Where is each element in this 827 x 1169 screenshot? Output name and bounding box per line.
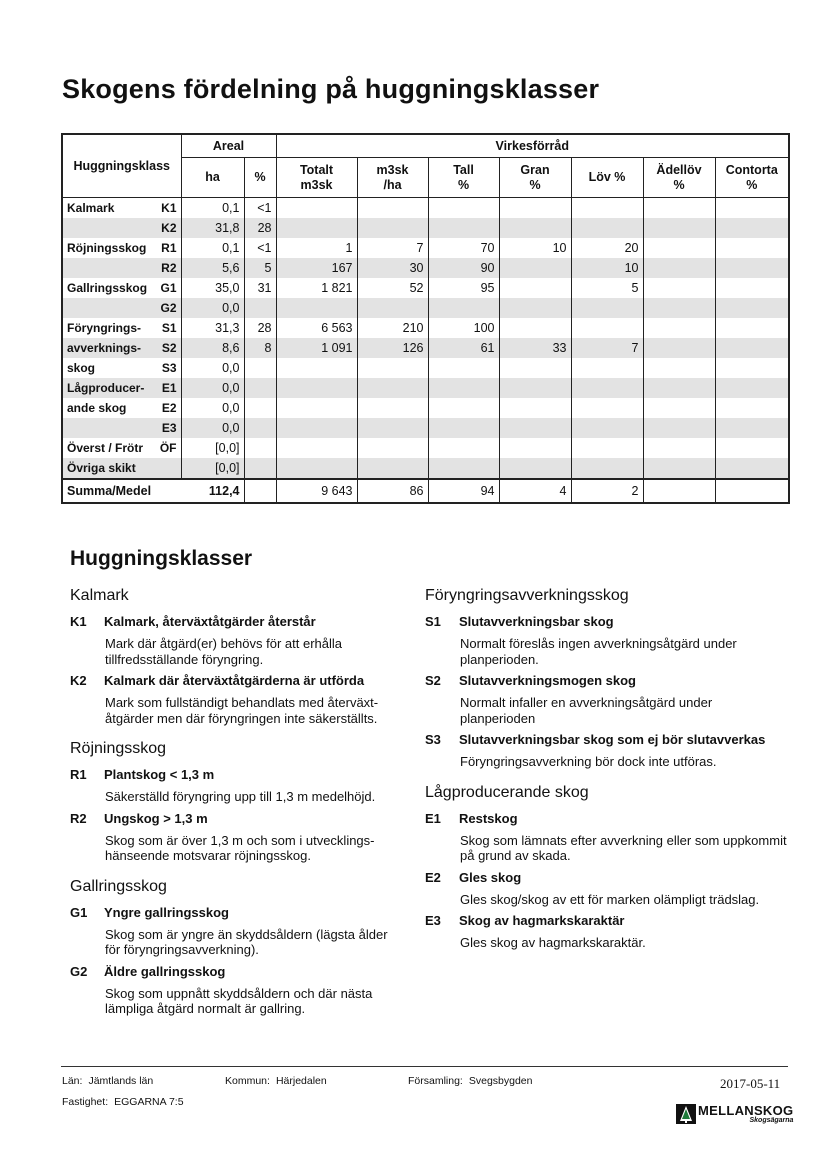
cell-lov — [571, 358, 643, 378]
class-group-title: Lågproducerande skog — [425, 783, 589, 801]
summary-tall: 94 — [428, 479, 499, 503]
cell-m3ha — [357, 398, 428, 418]
cell-pct: <1 — [244, 238, 276, 258]
table-row — [62, 418, 789, 438]
class-description: Mark som fullständigt behandlats med återväxt-åtgärder men där föryngringen inte säkerställts. — [105, 695, 379, 726]
row-class-cell — [62, 298, 181, 318]
cell-lov — [571, 198, 643, 219]
cell-gran — [499, 198, 571, 219]
header-contorta: Contorta % — [715, 158, 789, 198]
cell-tall — [428, 358, 499, 378]
cell-pct — [244, 458, 276, 479]
cell-tall: 95 — [428, 278, 499, 298]
cell-totalt — [276, 358, 357, 378]
cell-tall — [428, 378, 499, 398]
row-class-code: S1 — [161, 321, 177, 335]
classes-left-column — [70, 587, 400, 1031]
class-item-heading — [70, 964, 400, 979]
cell-pct — [244, 298, 276, 318]
table-row — [62, 318, 789, 338]
cell-contorta — [715, 378, 789, 398]
class-group-title: Gallringsskog — [70, 877, 167, 895]
cell-m3ha — [357, 298, 428, 318]
cell-tall: 70 — [428, 238, 499, 258]
cell-contorta — [715, 338, 789, 358]
cell-m3ha: 30 — [357, 258, 428, 278]
cell-totalt — [276, 218, 357, 238]
row-class-label: Röjningsskog — [67, 241, 147, 255]
cell-tall — [428, 438, 499, 458]
summary-pct — [244, 479, 276, 503]
class-code: R1 — [70, 767, 87, 782]
class-code: S2 — [425, 673, 441, 688]
class-code: G2 — [70, 963, 88, 979]
cell-tall — [428, 398, 499, 418]
header-lov: Löv % — [571, 158, 643, 198]
summary-contorta — [715, 479, 789, 503]
cell-lov — [571, 318, 643, 338]
class-item-heading — [425, 913, 790, 928]
mellanskog-logo — [676, 1104, 793, 1124]
class-name: Slutavverkningsmogen skog — [459, 673, 636, 688]
row-class-label: skog — [67, 361, 96, 375]
cell-m3ha: 52 — [357, 278, 428, 298]
cell-totalt — [276, 438, 357, 458]
cell-lov: 7 — [571, 338, 643, 358]
cell-adellov — [643, 398, 715, 418]
header-areal: Areal — [181, 134, 276, 158]
table-row — [62, 438, 789, 458]
class-group — [70, 878, 400, 1017]
cell-tall — [428, 218, 499, 238]
cell-pct — [244, 438, 276, 458]
cell-totalt: 6 563 — [276, 318, 357, 338]
class-name: Kalmark, återväxtåtgärder återstår — [104, 614, 316, 629]
row-class-cell — [62, 318, 181, 338]
class-name: Kalmark där återväxtåtgärderna är utförda — [104, 673, 365, 688]
class-description: Mark där åtgärd(er) behövs för att erhålla tillfredsställande föryngring. — [105, 636, 342, 667]
class-code: K2 — [70, 673, 87, 688]
class-item-heading — [70, 673, 400, 688]
class-description: Skog som uppnått skyddsåldern och där nästa lämpliga åtgärd normalt är gallring. — [105, 985, 373, 1016]
row-class-label: Gallringsskog — [67, 281, 148, 295]
class-group — [425, 784, 790, 951]
class-description: Normalt infaller en avverkningsåtgärd under planperioden — [460, 695, 713, 726]
class-item-heading — [425, 732, 790, 747]
cell-contorta — [715, 278, 789, 298]
cell-totalt — [276, 418, 357, 438]
class-name: Slutavverkningsbar skog som ej bör slutavverkas — [459, 732, 766, 747]
section-heading: Huggningsklasser — [70, 547, 253, 570]
footer-forsamling: Församling: Svegsbygden — [408, 1075, 533, 1087]
class-name: Slutavverkningsbar skog — [459, 614, 614, 629]
class-code: G1 — [70, 904, 88, 920]
cell-tall — [428, 418, 499, 438]
row-class-code: G1 — [160, 281, 177, 295]
cell-m3ha: 126 — [357, 338, 428, 358]
row-class-label: ande skog — [67, 401, 127, 415]
tree-logo-icon — [676, 1104, 696, 1124]
summary-gran: 4 — [499, 479, 571, 503]
table-row — [62, 238, 789, 258]
row-class-cell — [62, 378, 181, 398]
distribution-table — [61, 133, 790, 504]
class-description: Föryngringsavverkning bör dock inte utföras. — [460, 754, 717, 769]
row-class-code: ÖF — [159, 441, 177, 455]
cell-adellov — [643, 238, 715, 258]
cell-m3ha — [357, 378, 428, 398]
row-class-cell — [62, 358, 181, 378]
row-class-code: E3 — [161, 421, 177, 435]
class-item-heading — [70, 811, 400, 826]
class-name: Restskog — [459, 810, 518, 826]
class-code: E1 — [425, 810, 441, 826]
cell-adellov — [643, 378, 715, 398]
cell-ha: [0,0] — [181, 458, 244, 479]
cell-m3ha — [357, 358, 428, 378]
class-group — [70, 587, 400, 726]
cell-lov: 5 — [571, 278, 643, 298]
class-item — [425, 732, 790, 770]
table-row — [62, 278, 789, 298]
row-class-label: Övriga skikt — [67, 461, 136, 475]
class-group — [425, 587, 790, 770]
cell-totalt: 1 091 — [276, 338, 357, 358]
row-class-label: Lågproducer- — [67, 381, 145, 395]
logo-subtitle: Skogsägarna — [749, 1117, 794, 1124]
cell-contorta — [715, 198, 789, 219]
row-class-code: E1 — [161, 381, 177, 395]
cell-lov — [571, 218, 643, 238]
class-group-title: Röjningsskog — [70, 740, 167, 757]
cell-totalt — [276, 298, 357, 318]
class-item — [70, 614, 400, 667]
cell-pct — [244, 398, 276, 418]
class-group-title: Föryngringsavverkningsskog — [425, 587, 629, 604]
class-name: Äldre gallringsskog — [104, 963, 226, 979]
cell-totalt: 1 821 — [276, 278, 357, 298]
cell-m3ha — [357, 458, 428, 479]
cell-ha: 8,6 — [181, 338, 244, 358]
cell-contorta — [715, 458, 789, 479]
cell-gran — [499, 278, 571, 298]
summary-row — [62, 479, 789, 503]
cell-adellov — [643, 198, 715, 219]
class-item — [70, 905, 400, 958]
header-gran: Gran % — [499, 158, 571, 198]
cell-gran — [499, 418, 571, 438]
cell-lov — [571, 378, 643, 398]
summary-lov: 2 — [571, 479, 643, 503]
row-class-cell — [62, 258, 181, 278]
cell-gran — [499, 258, 571, 278]
cell-ha: 31,3 — [181, 318, 244, 338]
summary-totalt: 9 643 — [276, 479, 357, 503]
cell-adellov — [643, 418, 715, 438]
class-name: Plantskog < 1,3 m — [104, 767, 215, 782]
header-ha: ha — [181, 158, 244, 198]
cell-tall: 90 — [428, 258, 499, 278]
cell-contorta — [715, 258, 789, 278]
cell-gran — [499, 218, 571, 238]
cell-pct: <1 — [244, 198, 276, 219]
row-class-code: S3 — [161, 361, 177, 375]
cell-gran — [499, 318, 571, 338]
class-code: S1 — [425, 614, 441, 629]
class-item-heading — [70, 614, 400, 629]
cell-totalt — [276, 378, 357, 398]
class-code: E2 — [425, 869, 441, 885]
cell-lov: 10 — [571, 258, 643, 278]
row-class-cell — [62, 458, 181, 479]
cell-gran: 33 — [499, 338, 571, 358]
table-row — [62, 338, 789, 358]
report-date: 2017-05-11 — [720, 1076, 781, 1091]
cell-adellov — [643, 218, 715, 238]
row-class-cell — [62, 438, 181, 458]
header-virkesforrad: Virkesförråd — [276, 134, 789, 158]
cell-adellov — [643, 458, 715, 479]
cell-pct — [244, 378, 276, 398]
class-description: Skog som är över 1,3 m och som i utvecklings-hänseende motsvarar röjningsskog. — [105, 832, 375, 863]
cell-tall: 61 — [428, 338, 499, 358]
table-row — [62, 458, 789, 479]
cell-ha: [0,0] — [181, 438, 244, 458]
cell-ha: 0,0 — [181, 418, 244, 438]
cell-tall — [428, 198, 499, 219]
class-item — [425, 811, 790, 864]
header-totalt: Totalt m3sk — [276, 158, 357, 198]
cell-contorta — [715, 358, 789, 378]
cell-m3ha: 7 — [357, 238, 428, 258]
cell-lov — [571, 438, 643, 458]
cell-contorta — [715, 238, 789, 258]
cell-totalt — [276, 398, 357, 418]
class-name: Yngre gallringsskog — [104, 904, 229, 920]
cell-totalt — [276, 198, 357, 219]
header-tall: Tall % — [428, 158, 499, 198]
class-code: R2 — [70, 810, 87, 826]
class-item-heading — [425, 811, 790, 826]
cell-m3ha — [357, 198, 428, 219]
row-class-cell — [62, 338, 181, 358]
class-description: Säkerställd föryngring upp till 1,3 m medelhöjd. — [105, 789, 376, 804]
cell-lov — [571, 418, 643, 438]
header-huggningsklass: Huggningsklass — [62, 134, 181, 198]
row-class-code: S2 — [161, 341, 177, 355]
class-group — [70, 740, 400, 864]
cell-m3ha — [357, 418, 428, 438]
cell-contorta — [715, 438, 789, 458]
cell-gran: 10 — [499, 238, 571, 258]
table-row — [62, 258, 789, 278]
row-class-cell — [62, 278, 181, 298]
row-class-code: K1 — [161, 201, 177, 215]
cell-adellov — [643, 358, 715, 378]
class-name: Ungskog > 1,3 m — [104, 810, 208, 826]
cell-gran — [499, 398, 571, 418]
cell-tall: 100 — [428, 318, 499, 338]
class-description: Skog som är yngre än skyddsåldern (lägsta ålder för föryngringsavverkning). — [105, 926, 388, 957]
footer-divider — [61, 1066, 788, 1067]
row-class-code: R1 — [161, 241, 177, 255]
header-pct: % — [244, 158, 276, 198]
class-code: E3 — [425, 913, 441, 928]
summary-m3ha: 86 — [357, 479, 428, 503]
row-class-label: Kalmark — [67, 201, 115, 215]
cell-ha: 0,0 — [181, 298, 244, 318]
cell-ha: 0,1 — [181, 238, 244, 258]
table-row — [62, 218, 789, 238]
summary-label: Summa/Medel 112,4 — [62, 479, 244, 503]
cell-lov — [571, 298, 643, 318]
class-description: Normalt föreslås ingen avverkningsåtgärd under planperioden. — [460, 636, 737, 667]
cell-pct: 28 — [244, 218, 276, 238]
class-item — [70, 964, 400, 1017]
logo-name: MELLANSKOG — [698, 1103, 794, 1118]
class-item — [70, 673, 400, 726]
summary-adellov — [643, 479, 715, 503]
cell-totalt: 1 — [276, 238, 357, 258]
table-row — [62, 398, 789, 418]
table-row — [62, 358, 789, 378]
table-row — [62, 378, 789, 398]
row-class-code: G2 — [160, 301, 177, 315]
cell-lov — [571, 398, 643, 418]
cell-ha: 0,0 — [181, 398, 244, 418]
cell-ha: 0,0 — [181, 358, 244, 378]
header-m3sk-ha: m3sk /ha — [357, 158, 428, 198]
cell-pct: 8 — [244, 338, 276, 358]
class-description: Gles skog/skog av ett för marken olämpligt trädslag. — [460, 891, 760, 907]
class-code: S3 — [425, 732, 441, 747]
cell-lov: 20 — [571, 238, 643, 258]
cell-adellov — [643, 338, 715, 358]
class-item — [70, 767, 400, 805]
cell-adellov — [643, 438, 715, 458]
cell-pct: 5 — [244, 258, 276, 278]
row-class-code: E2 — [161, 401, 177, 415]
class-name: Skog av hagmarkskaraktär — [459, 913, 625, 928]
header-adellov: Ädellöv % — [643, 158, 715, 198]
cell-ha: 31,8 — [181, 218, 244, 238]
cell-adellov — [643, 278, 715, 298]
footer-fastighet: Fastighet: EGGARNA 7:5 — [62, 1096, 184, 1108]
class-description: Gles skog av hagmarkskaraktär. — [460, 935, 646, 950]
class-item-heading — [425, 614, 790, 629]
cell-tall — [428, 298, 499, 318]
cell-totalt — [276, 458, 357, 479]
cell-m3ha: 210 — [357, 318, 428, 338]
cell-ha: 35,0 — [181, 278, 244, 298]
footer-kommun: Kommun: Härjedalen — [225, 1075, 327, 1087]
footer-lan: Län: Jämtlands län — [62, 1075, 154, 1087]
cell-totalt: 167 — [276, 258, 357, 278]
table-row — [62, 198, 789, 219]
row-class-label: avverknings- — [67, 341, 142, 355]
row-class-label: Överst / Frötr — [67, 441, 144, 455]
class-item-heading — [70, 767, 400, 782]
cell-contorta — [715, 398, 789, 418]
class-name: Gles skog — [459, 869, 522, 885]
cell-gran — [499, 298, 571, 318]
row-class-cell — [62, 418, 181, 438]
cell-contorta — [715, 318, 789, 338]
row-class-code: R2 — [161, 261, 177, 275]
cell-adellov — [643, 318, 715, 338]
cell-contorta — [715, 298, 789, 318]
classes-right-column — [425, 587, 790, 965]
cell-ha: 0,0 — [181, 378, 244, 398]
page-title: Skogens fördelning på huggningsklasser — [62, 74, 600, 104]
table-row — [62, 298, 789, 318]
cell-ha: 0,1 — [181, 198, 244, 219]
cell-adellov — [643, 258, 715, 278]
cell-m3ha — [357, 218, 428, 238]
class-item — [425, 913, 790, 951]
cell-contorta — [715, 418, 789, 438]
row-class-cell — [62, 218, 181, 238]
class-item-heading — [425, 870, 790, 885]
cell-lov — [571, 458, 643, 479]
cell-pct: 28 — [244, 318, 276, 338]
cell-gran — [499, 358, 571, 378]
class-item-heading — [425, 673, 790, 688]
cell-pct: 31 — [244, 278, 276, 298]
cell-adellov — [643, 298, 715, 318]
cell-pct — [244, 418, 276, 438]
cell-gran — [499, 378, 571, 398]
cell-m3ha — [357, 438, 428, 458]
cell-contorta — [715, 218, 789, 238]
class-description: Skog som lämnats efter avverkning eller som uppkommit på grund av skada. — [460, 832, 787, 863]
row-class-cell — [62, 198, 181, 219]
huggningsklasser-section — [70, 547, 790, 1016]
cell-gran — [499, 458, 571, 479]
class-item-heading — [70, 905, 400, 920]
row-class-cell — [62, 398, 181, 418]
class-code: K1 — [70, 614, 87, 629]
row-class-code: K2 — [161, 221, 177, 235]
row-class-label: Föryngrings- — [67, 321, 141, 335]
class-item — [425, 614, 790, 667]
cell-tall — [428, 458, 499, 479]
class-group-title: Kalmark — [70, 587, 129, 604]
cell-ha: 5,6 — [181, 258, 244, 278]
cell-gran — [499, 438, 571, 458]
cell-pct — [244, 358, 276, 378]
class-item — [425, 673, 790, 726]
row-class-cell — [62, 238, 181, 258]
class-item — [425, 870, 790, 908]
class-item — [70, 811, 400, 864]
